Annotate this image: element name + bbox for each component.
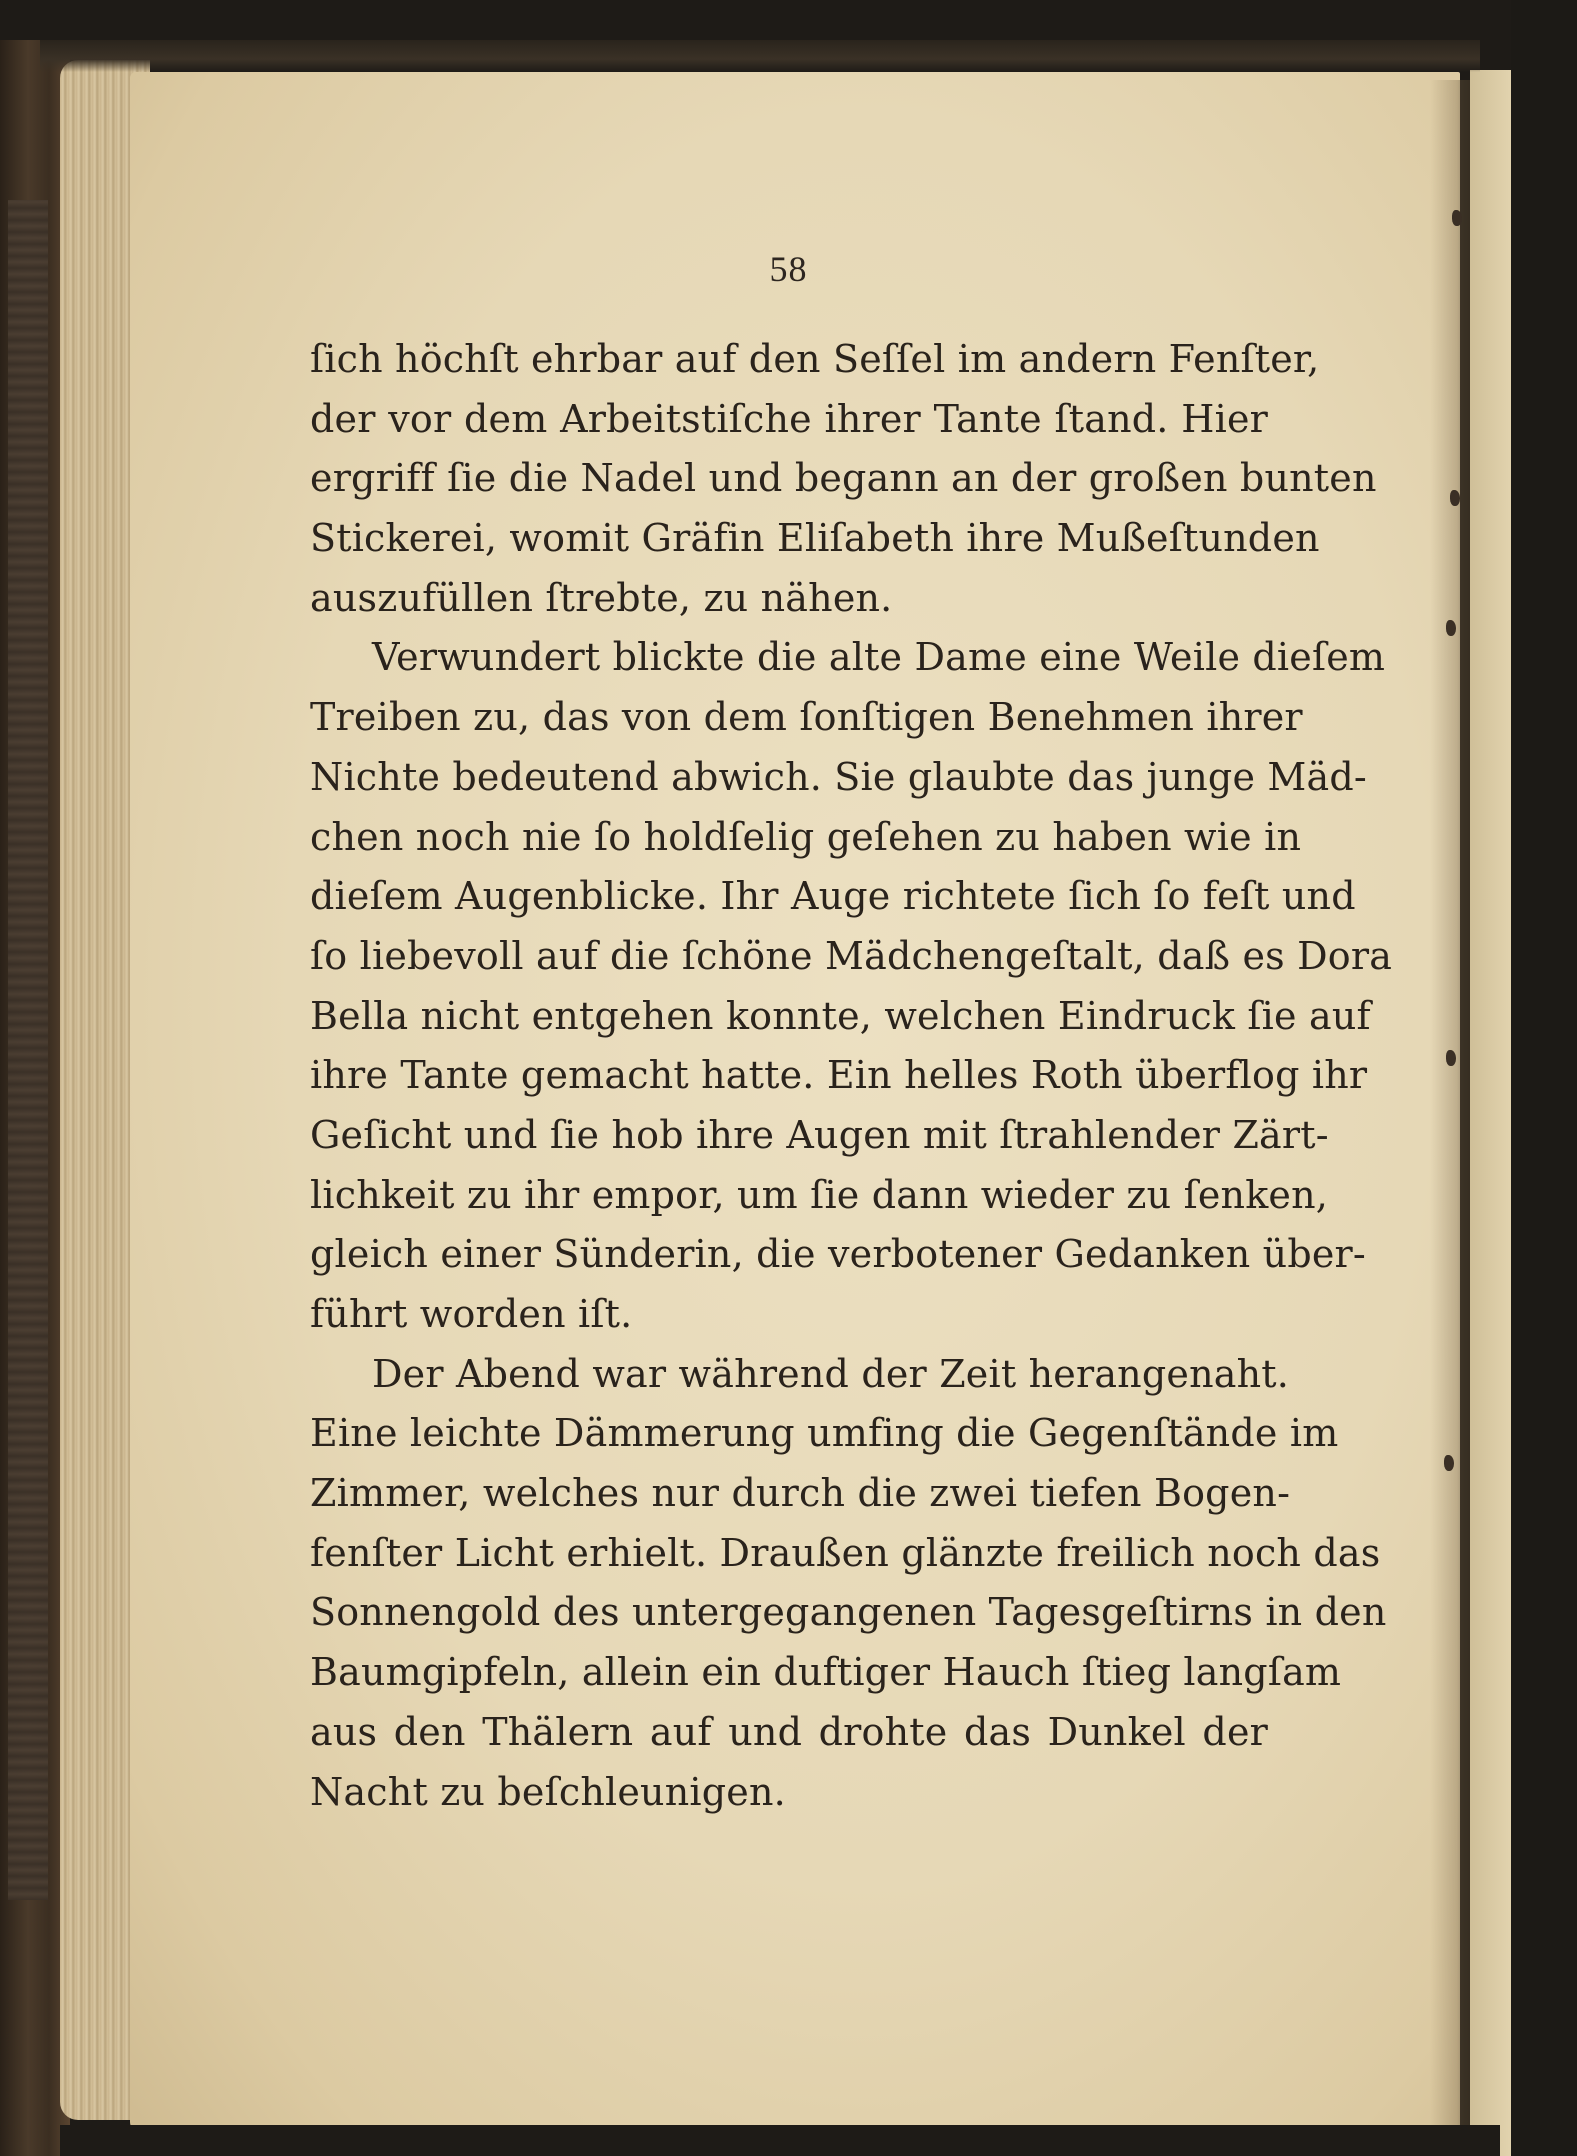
text-line: Verwundert blickte die alte Dame eine Weile dieſem <box>372 635 1386 680</box>
text-line: Bella nicht entgehen konnte, welchen Eindruck ſie auf <box>310 993 1371 1038</box>
spine-texture <box>8 200 48 1900</box>
text-line: führt worden iſt. <box>310 1292 633 1336</box>
ink-speck <box>1446 1050 1456 1066</box>
text-line: Stickerei, womit Gräfin Eliſabeth ihre Mußeſtunden <box>310 516 1320 561</box>
text-line: Geſicht und ſie hob ihre Augen mit ſtrahlender Zärt- <box>310 1112 1329 1157</box>
text-line: Der Abend war während der Zeit herangenaht. <box>372 1351 1290 1396</box>
text-line: ihre Tante gemacht hatte. Ein helles Roth überflog ihr <box>310 1053 1368 1098</box>
text-line: Baumgipfeln, allein ein duftiger Hauch ſtieg langſam <box>310 1650 1342 1695</box>
bottom-edge-shadow <box>60 2125 1500 2156</box>
top-edge-shadow <box>40 40 1480 72</box>
text-line: dieſem Augenblicke. Ihr Auge richtete ſich ſo feſt und <box>310 874 1356 919</box>
text-line: ergriff ſie die Nadel und begann an der großen bunten <box>310 456 1377 501</box>
gutter-shadow <box>1430 80 1475 2130</box>
ink-speck <box>1444 1455 1454 1471</box>
text-line: fenſter Licht erhielt. Draußen glänzte freilich noch das <box>310 1530 1381 1575</box>
ink-speck <box>1446 620 1456 636</box>
text-line: ſo liebevoll auf die ſchöne Mädchengeſtalt, daß es Dora <box>310 933 1393 978</box>
text-line: Sonnengold des untergegangenen Tagesgeſtirns in den <box>310 1590 1387 1635</box>
text-line: ſich höchſt ehrbar auf den Seſſel im andern Fenſter, <box>310 337 1320 381</box>
text-line: chen noch nie ſo holdſelig geſehen zu haben wie in <box>310 814 1302 859</box>
text-line: Nacht zu beſchleunigen. <box>310 1769 786 1814</box>
text-line: Zimmer, welches nur durch die zwei tiefen Bogen- <box>310 1471 1291 1516</box>
page-number: 58 <box>769 249 808 289</box>
text-line: lichkeit zu ihr empor, um ſie dann wieder zu ſenken, <box>310 1172 1329 1217</box>
text-line: gleich einer Sünderin, die verbotener Gedanken über- <box>310 1232 1366 1277</box>
text-line: Nichte bedeutend abwich. Sie glaubte das junge Mäd- <box>310 754 1367 799</box>
text-line: der vor dem Arbeitstiſche ihrer Tante ſtand. Hier <box>310 396 1268 441</box>
text-line: Treiben zu, das von dem ſonſtigen Benehmen ihrer <box>310 695 1303 740</box>
ink-speck <box>1450 490 1460 506</box>
text-line: auszufüllen ſtrebte, zu nähen. <box>310 575 893 620</box>
text-line: aus den Thälern auf und drohte das Dunkel der <box>310 1709 1268 1754</box>
ink-speck <box>1452 210 1462 226</box>
facing-page-edge <box>1470 70 1511 2156</box>
text-line: Eine leichte Dämmerung umfing die Gegenſtände im <box>310 1411 1339 1456</box>
body-text <box>310 330 1393 1822</box>
